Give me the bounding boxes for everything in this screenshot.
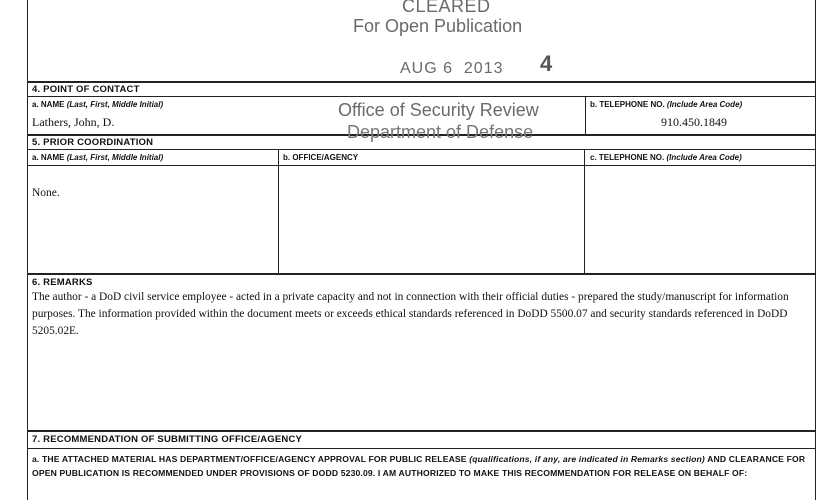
section5-name-value: None. bbox=[32, 187, 60, 199]
rule-section5-labels bbox=[27, 165, 816, 166]
recommendation-text-part2: AND CLEARANCE FOR OPEN PUBLICATION IS RECOMMENDED UNDER PROVISIONS OF DODD 5230.09. I AM AUTHORIZED TO MAKE THIS RECOMMENDATION FOR RELEASE ON BEHALF OF: bbox=[32, 454, 806, 478]
section4-phone-label bbox=[590, 100, 742, 109]
section4-phone-hint: (Include Area Code) bbox=[666, 100, 743, 109]
section5-name-label-text: a. NAME bbox=[32, 153, 65, 162]
rule-top-section4 bbox=[27, 81, 816, 83]
section5-phone-hint: (Include Area Code) bbox=[666, 153, 742, 162]
stamp-subtitle: For Open Publication bbox=[353, 16, 523, 36]
divider-section5-a bbox=[278, 149, 279, 273]
rule-section7-heading bbox=[27, 448, 816, 449]
section5-heading: 5. PRIOR COORDINATION bbox=[32, 137, 154, 148]
rule-section7-top bbox=[27, 430, 816, 432]
section6-heading: 6. REMARKS bbox=[32, 277, 93, 288]
stamp-office-line1: Office of Security Review bbox=[338, 100, 539, 120]
recommendation-qualifications: (qualifications, if any, are indicated in Remarks section) bbox=[469, 454, 705, 464]
remarks-text: The author - a DoD civil service employee - acted in a private capacity and not in connection with their official duties - prepared the study/manuscript for information purposes. The information provided within the document meets or exceeds ethical standards referenced in DoDD 5500.07 and security standards referenced in DoDD 5205.02E. bbox=[32, 291, 789, 337]
section7-heading: 7. RECOMMENDATION OF SUBMITTING OFFICE/AGENCY bbox=[32, 434, 303, 445]
stamp-date: AUG 6 2013 bbox=[400, 60, 504, 77]
stamp-office-line2: Department of Defense bbox=[347, 122, 534, 142]
recommendation-text-part1: a. THE ATTACHED MATERIAL HAS DEPARTMENT/OFFICE/AGENCY APPROVAL FOR PUBLIC RELEASE bbox=[32, 454, 470, 464]
section4-name-value: Lathers, John, D. bbox=[32, 115, 115, 129]
section5-name-hint: (Last, First, Middle Initial) bbox=[66, 153, 164, 162]
section4-name-label bbox=[32, 100, 163, 109]
section4-heading: 4. POINT OF CONTACT bbox=[32, 84, 140, 95]
section5-name-label bbox=[32, 153, 163, 162]
section4-phone-value: 910.450.1849 bbox=[661, 115, 727, 129]
stamp-cleared: CLEARED bbox=[402, 0, 491, 16]
rule-section6-top bbox=[27, 273, 816, 275]
rule-section5-heading bbox=[27, 149, 816, 150]
rule-section4-heading bbox=[27, 96, 816, 97]
section4-phone-label-text: b. TELEPHONE NO. bbox=[590, 100, 665, 109]
stamp-number: 4 bbox=[540, 51, 553, 76]
section5-phone-label-text: c. TELEPHONE NO. bbox=[590, 153, 665, 162]
section4-name-label-text: a. NAME bbox=[32, 100, 65, 109]
divider-section4 bbox=[585, 96, 586, 134]
section5-office-label: b. OFFICE/AGENCY bbox=[283, 153, 359, 162]
divider-section5-b bbox=[584, 149, 585, 273]
section5-phone-label bbox=[590, 153, 742, 162]
section4-name-hint: (Last, First, Middle Initial) bbox=[66, 100, 164, 109]
recommendation-text bbox=[32, 453, 812, 480]
